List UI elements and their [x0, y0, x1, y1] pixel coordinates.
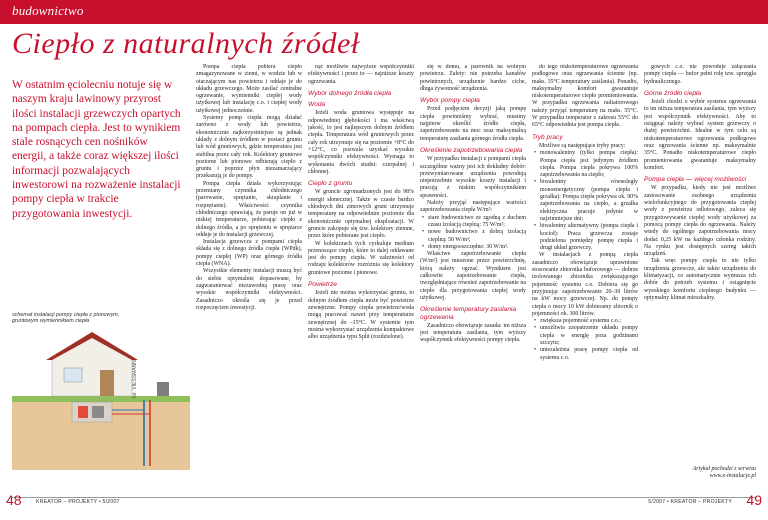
bullet-list — [532, 150, 638, 252]
bullet-list — [420, 215, 526, 251]
paragraph: gowych c.o. nie powoduje załączania pompy ciepła — bufor pełni rolę tzw. sprzęgła hydraulicznego. — [644, 64, 756, 85]
list-item: • uniezależnia pracę pompy ciepła od systemu c.o. — [540, 347, 638, 362]
paragraph: W przypadku, kiedy nie jest możliwe zastosowanie osobnego urządzenia wielofunkcyjnego do przygotowania ciepłej wody z powietrza odlotowego, zaleca się przygotowywanie ciepłej wody użytkowej za pomocą pompy ciepła do ogrzewania. Należy wtedy do ogólnego zapotrzebowania mocy dodać 0,25 kW na każdego członka rodziny. Na rynku jest dostępnych szereg takich urządzeń. — [644, 185, 756, 258]
list-item: • umożliwia zaopatrzenie układu pompy ciepła w energię poza godzinami szczytu; — [540, 325, 638, 347]
house-window — [64, 368, 82, 382]
footer-rule — [12, 497, 756, 498]
heat-pump-diagram — [12, 330, 190, 470]
list-item: • stare budownictwo ze zgodną z duchem czasu izolacją cieplną: 75 W/m²; — [428, 215, 526, 230]
page-number-left: 48 — [6, 492, 22, 508]
paragraph: Zasadniczo obowiązuje zasada: im niższa jest temperatura zasilania, tym wyższy współczynnik efektywności pompy ciepła. — [420, 322, 526, 344]
article-lead: W ostatnim ęciolecniu notuje się w naszym kraju lawinowy przyrost ilości instalacji grzewczych opartych na pompach ciepła. Jest to wynikiem stale rosnących cen nośników energii, a także coraz większej ilości informacji pozwalających inwestorowi na rozważenie instalacji pompy ciepła w trakcie przygotowania inwestycji. — [12, 79, 181, 220]
section-heading: Wybór dolnego źródła ciepła — [308, 89, 392, 97]
article-title: Ciepło z naturalnych źródeł — [12, 27, 360, 60]
subsection-heading: Górne źródło ciepła — [644, 89, 702, 97]
paragraph: Systemy pomp ciepła mogą działać zarówno z wody lub powietrza, ekonomicznie najkorzystniejsze są jednak układy z dolnym źródłem w postaci gruntu lub wód gruntowych, gdzie temperatura jest stabilna przez cały rok. Kolektory gruntowe poziome lub pionowe odbierają ciepło z gruntu i poprzez płyn niezamarzający przekazują je do pompy. — [196, 115, 302, 180]
subsection-heading: Określenie temperatury zasilania ogrzewania — [420, 306, 517, 321]
house-body — [52, 336, 132, 396]
paragraph: Pompa ciepła pobiera ciepło zmagazynowane w ziemi, w wodzie lub w otaczającym nas powietrzu i oddaje je do układu grzewczego. Może zasilać centralne ogrzewanie, wymienniki ciepłej wody użytkowej lub instalację c.o. i ciepłej wody użytkowej jednocześnie. — [196, 64, 302, 114]
footer-magazine-left: KREATOR – PROJEKTY • 5/2007 — [36, 499, 120, 505]
section-heading: Pompa ciepła — więcej możliwości — [644, 176, 747, 184]
subsection-heading: Woda — [308, 101, 326, 109]
source-label: Artykuł pochodzi z serwisu — [692, 466, 756, 472]
paragraph: się w domu, a parownik na wolnym powietrzu. Zalety: nie potrzeba kanałów powietrznych, urządzenie bardzo ciche, długa żywotność urządzenia. — [420, 64, 526, 92]
photo-credit: fot. VIESSMANN — [132, 360, 138, 398]
house-door — [100, 370, 114, 396]
paragraph: Należy przyjąć następujące wartości zapotrzebowania ciepła W/m²: — [420, 200, 526, 214]
text-column-1 — [196, 64, 302, 494]
list-item: • domy energooszczędne: 30 W/m². — [428, 244, 526, 251]
grass-layer — [12, 396, 190, 402]
paragraph: Wszystkie elementy instalacji muszą być do siebie optymalnie dopasowane, by zagwarantować niezawodną pracę oraz wysokie współczynniki efektywności. Zasadniczo określa się je przed rozpoczęciem inwestycji. — [196, 268, 302, 311]
paragraph: W gruncie zgromadzonych jest do 98% energii słonecznej. Także w czasie bardzo chłodnych dni zimowych grunt utrzymuje temperaturę na odpowiednim poziomie dla ekonomicznie optymalnej eksploatacji. W gruncie zakopuje się tzw. kolektory ziemne, przez które pobierane jest ciepło. — [308, 189, 414, 240]
paragraph: Pompa ciepła działa wykorzystując przemiany czynnika chłodniczego (parowanie, sprężanie, skraplanie i rozprężanie). Właściwości czynnika chłodniczego sprawiają, że paruje on już w niskiej temperaturze, pobierając ciepło z dolnego źródła, a po sprężeniu w sprężarce oddaje je do instalacji grzewczej. — [196, 180, 302, 238]
page-number-right: 49 — [746, 492, 762, 508]
article-source — [644, 466, 756, 481]
paragraph: do tego niskotemperaturowe ogrzewania podłogowe oraz ogrzewania ścienne (np. maks. 35°C temperatury zasilania). Ponadto, maksymalny komfort gwarantuje niskotemperaturowe ciepło promieniowania. W przypadku ogrzewania radiatorowego należy przyjąć temperaturę na maks. 55°C. W przypadku temperatur z zakresu 55°C do 65°C odpowiednia jest pompa ciepła. — [532, 64, 638, 129]
list-item: • biwalentny równoległy monoenergetyczny (pompa ciepła i grzałka): Pompa ciepła pokrywa ok. 90% zapotrzebowania na ciepło, a grzałka elektryczna pracuje jedynie w najzimniejsze dni; — [540, 179, 638, 223]
section-heading: Wybór pompy ciepła — [420, 97, 480, 105]
paragraph: W instalacjach z pompą ciepła zasadniczo obowiązuje uprawnione stosowanie zbiornika buforowego — dobrze izolowanego zbiornika zwiększającego pojemność systemu c.o. Dobiera się go przyjmując zapotrzebowanie 20–30 litrów na kW mocy grzewczej. Np. do pompy ciepła o mocy 10 kW dobieramy zbiornik o pojemności ok. 300 litrów. — [532, 252, 638, 317]
heat-pump-unit — [78, 406, 88, 418]
buffer-tank — [92, 406, 104, 418]
list-item: • nowe budownictwo z dobrą izolacją cieplną: 50 W/m²; — [428, 229, 526, 244]
paragraph: Instalacja grzewcza z pompami ciepła składa się z dolnego źródła ciepła (WPdk), pompy ciepłej (WP) oraz górnego źródła ciepła (WNA). — [196, 239, 302, 268]
text-column-3 — [420, 64, 526, 494]
subsection-heading: Powietrze — [308, 281, 337, 289]
paragraph: Jeżeli chodzi o wybór systemu ogrzewania to im niższa temperatura zasilania, tym wyższy jest współczynnik efektywności. Aby to osiągnąć należy wybrać system grzewczy o dużej powierzchni. Idealne w tym celu są niskotemperaturowe ogrzewania podłogowe oraz ogrzewania ścienne np. maksymalnie 35°C. Ponadto niskotemperaturowe ciepło promieniowania gwarantuje maksymalny komfort. — [644, 99, 756, 171]
outdoor-unit — [157, 382, 169, 396]
paragraph: Jeżeli woda gruntowa występuje na odpowiedniej głębokości i ma właściwą jakość, to jest najlepszym dolnym źródłem ciepła. Temperatura wód gruntowych przez cały rok utrzymuje się na poziomie +8°C do +12°C, co pozwala uzyskać wysokie współczynniki efektywności. Wymaga to wykonania dwóch studni: czerpalnej i chłonnej. — [308, 110, 414, 175]
subsection-heading: Ciepło z gruntu — [308, 180, 353, 188]
figure-caption: schemat instalacji pompy ciepła z pionowym, gruntowym wymiennikiem ciepła — [12, 312, 120, 325]
paragraph: Jeżeli nie można wykorzystać gruntu, to dolnym źródłem ciepła może być powietrze zewnętrzne. Pompy ciepła powietrze/woda mogą pracować nawet przy temperaturze zewnętrznej do -15°C. W systemie tym można wykorzystać urządzenia kompaktowe albo urządzenia typu Split (rozdzielone). — [308, 290, 414, 341]
section-label: budownictwo — [12, 3, 84, 18]
paragraph: W kolektorach tych cyrkuluje medium przenoszące ciepło, które to dalej oddawane jest do pompy ciepła. W zależności od rodzaju kolektorów rozróżnia się kolektory gruntowe poziome i pionowe. — [308, 240, 414, 276]
subsection-heading: Tryb pracy — [532, 133, 563, 141]
text-column-5 — [644, 64, 756, 462]
paragraph: nąć możliwie najwyższe współczynniki efektywności i przez to — najniższe koszty ogrzewania. — [308, 64, 414, 85]
paragraph: Możliwe są następujące tryby pracy: — [539, 142, 626, 149]
source-link[interactable]: www.e-instalacje.pl — [709, 473, 756, 480]
subsection-heading: Określenie zapotrzebowania ciepła — [420, 146, 523, 154]
footer-magazine-right: 5/2007 • KREATOR – PROJEKTY — [648, 499, 732, 505]
list-item: • monowalentny (tylko pompa ciepła): Pompa ciepła jest jedynym źródłem ciepła. Pompa ciepła pokrywa 100% zapotrzebowania na ciepło; — [540, 150, 638, 179]
list-item: • zwiększa pojemność systemu c.o.; — [540, 318, 638, 325]
text-column-4 — [532, 64, 638, 494]
paragraph: W przypadku instalacji z pompami ciepła szczególnie ważny jest ich dokładny dobór: przewymiarowane urządzenia powodują niepotrzebnie wysokie koszty instalacji i pracują z niskim współczynnikiem sprawności. — [420, 156, 526, 199]
bullet-list — [532, 318, 638, 362]
paragraph: Właściwe zapotrzebowanie ciepła (W/m²) jest mnożone przez powierzchnię, którą należy ogrzać. Wynikiem jest całkowite zapotrzebowanie ciepła, uwzględniające również zapotrzebowanie na ciepło dla przygotowania ciepłej wody użytkowej. — [420, 251, 526, 301]
paragraph: Tak więc pompy ciepła to nie tylko urządzenia grzewcze, ale także urządzenia do klimatyzacji, co automatycznie wymusza ich dobór do potrzeb systemu i osiągnięcie wysokiego komfortu cieplnego budynku — optymalny klimat mieszkalny. — [644, 258, 756, 301]
paragraph: Przed podjęciem decyzji jaką pompę ciepła powinniśmy wybrać, musimy najpierw określić źródło ciepła, zapotrzebowanie na moc oraz maksymalną temperaturę zasilania górnego źródła ciepła. — [420, 106, 526, 142]
list-item: • biwalentny alternatywny (pompa ciepła i kocioł): Praca grzewcza zostaje podzielona pomiędzy pompę ciepła i drugi układ grzewczy. — [540, 223, 638, 252]
text-column-2 — [308, 64, 414, 494]
top-bar — [0, 0, 768, 24]
